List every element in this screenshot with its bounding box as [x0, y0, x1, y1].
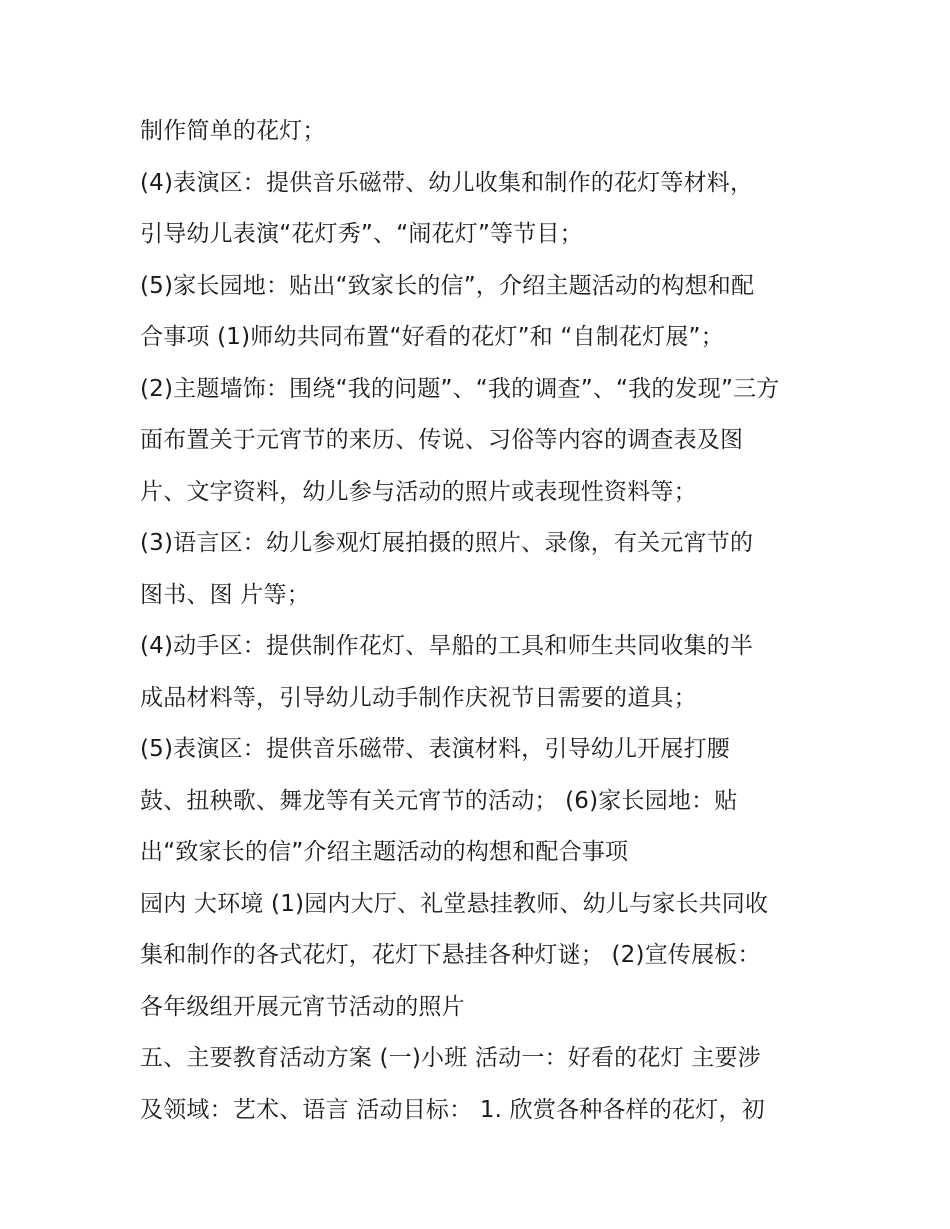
- document-body: [140, 106, 830, 1136]
- text-line: 图书、图 片等；: [140, 581, 310, 608]
- text-line: 鼓、扭秧歌、舞龙等有关元宵节的活动； (6)家长园地：贴: [140, 787, 738, 814]
- text-line: 成品材料等，引导幼儿动手制作庆祝节日需要的道具；: [140, 684, 697, 711]
- text-line: 及领域：艺术、语言 活动目标： 1. 欣赏各种各样的花灯，初: [140, 1096, 765, 1123]
- text-line: 片、文字资料，幼儿参与活动的照片或表现性资料等；: [140, 478, 697, 505]
- text-line: 制作简单的花灯；: [140, 118, 326, 144]
- text-line: (5)表演区：提供音乐磁带、表演材料，引导幼儿开展打腰: [140, 736, 730, 762]
- text-line: 园内 大环境 (1)园内大厅、礼堂悬挂教师、幼儿与家长共同收: [140, 890, 769, 917]
- text-line: (2)主题墙饰：围绕“我的问题”、“我的调查”、“我的发现”三方: [140, 375, 780, 402]
- text-line: 合事项 (1)师幼共同布置“好看的花灯”和 “自制花灯展”；: [140, 324, 724, 350]
- text-line: 出“致家长的信”介绍主题活动的构想和配合事项: [140, 839, 629, 865]
- text-line: (3)语言区：幼儿参观灯展拍摄的照片、录像，有关元宵节的: [140, 530, 754, 556]
- text-line: (4)表演区：提供音乐磁带、幼儿收集和制作的花灯等材料，: [140, 169, 754, 196]
- text-line: 引导幼儿表演“花灯秀”、“闹花灯”等节目；: [140, 221, 583, 247]
- text-line: 五、主要教育活动方案 (一)小班 活动一：好看的花灯 主要涉: [140, 1045, 761, 1071]
- text-line: (4)动手区：提供制作花灯、旱船的工具和师生共同收集的半: [140, 633, 754, 659]
- text-line: 面布置关于元宵节的来历、传说、习俗等内容的调查表及图: [140, 427, 744, 453]
- text-line: 集和制作的各式花灯，花灯下悬挂各种灯谜； (2)宣传展板：: [140, 942, 761, 968]
- text-line: (5)家长园地：贴出“致家长的信”，介绍主题活动的构想和配: [140, 272, 755, 299]
- text-line: 各年级组开展元宵节活动的照片: [140, 993, 465, 1020]
